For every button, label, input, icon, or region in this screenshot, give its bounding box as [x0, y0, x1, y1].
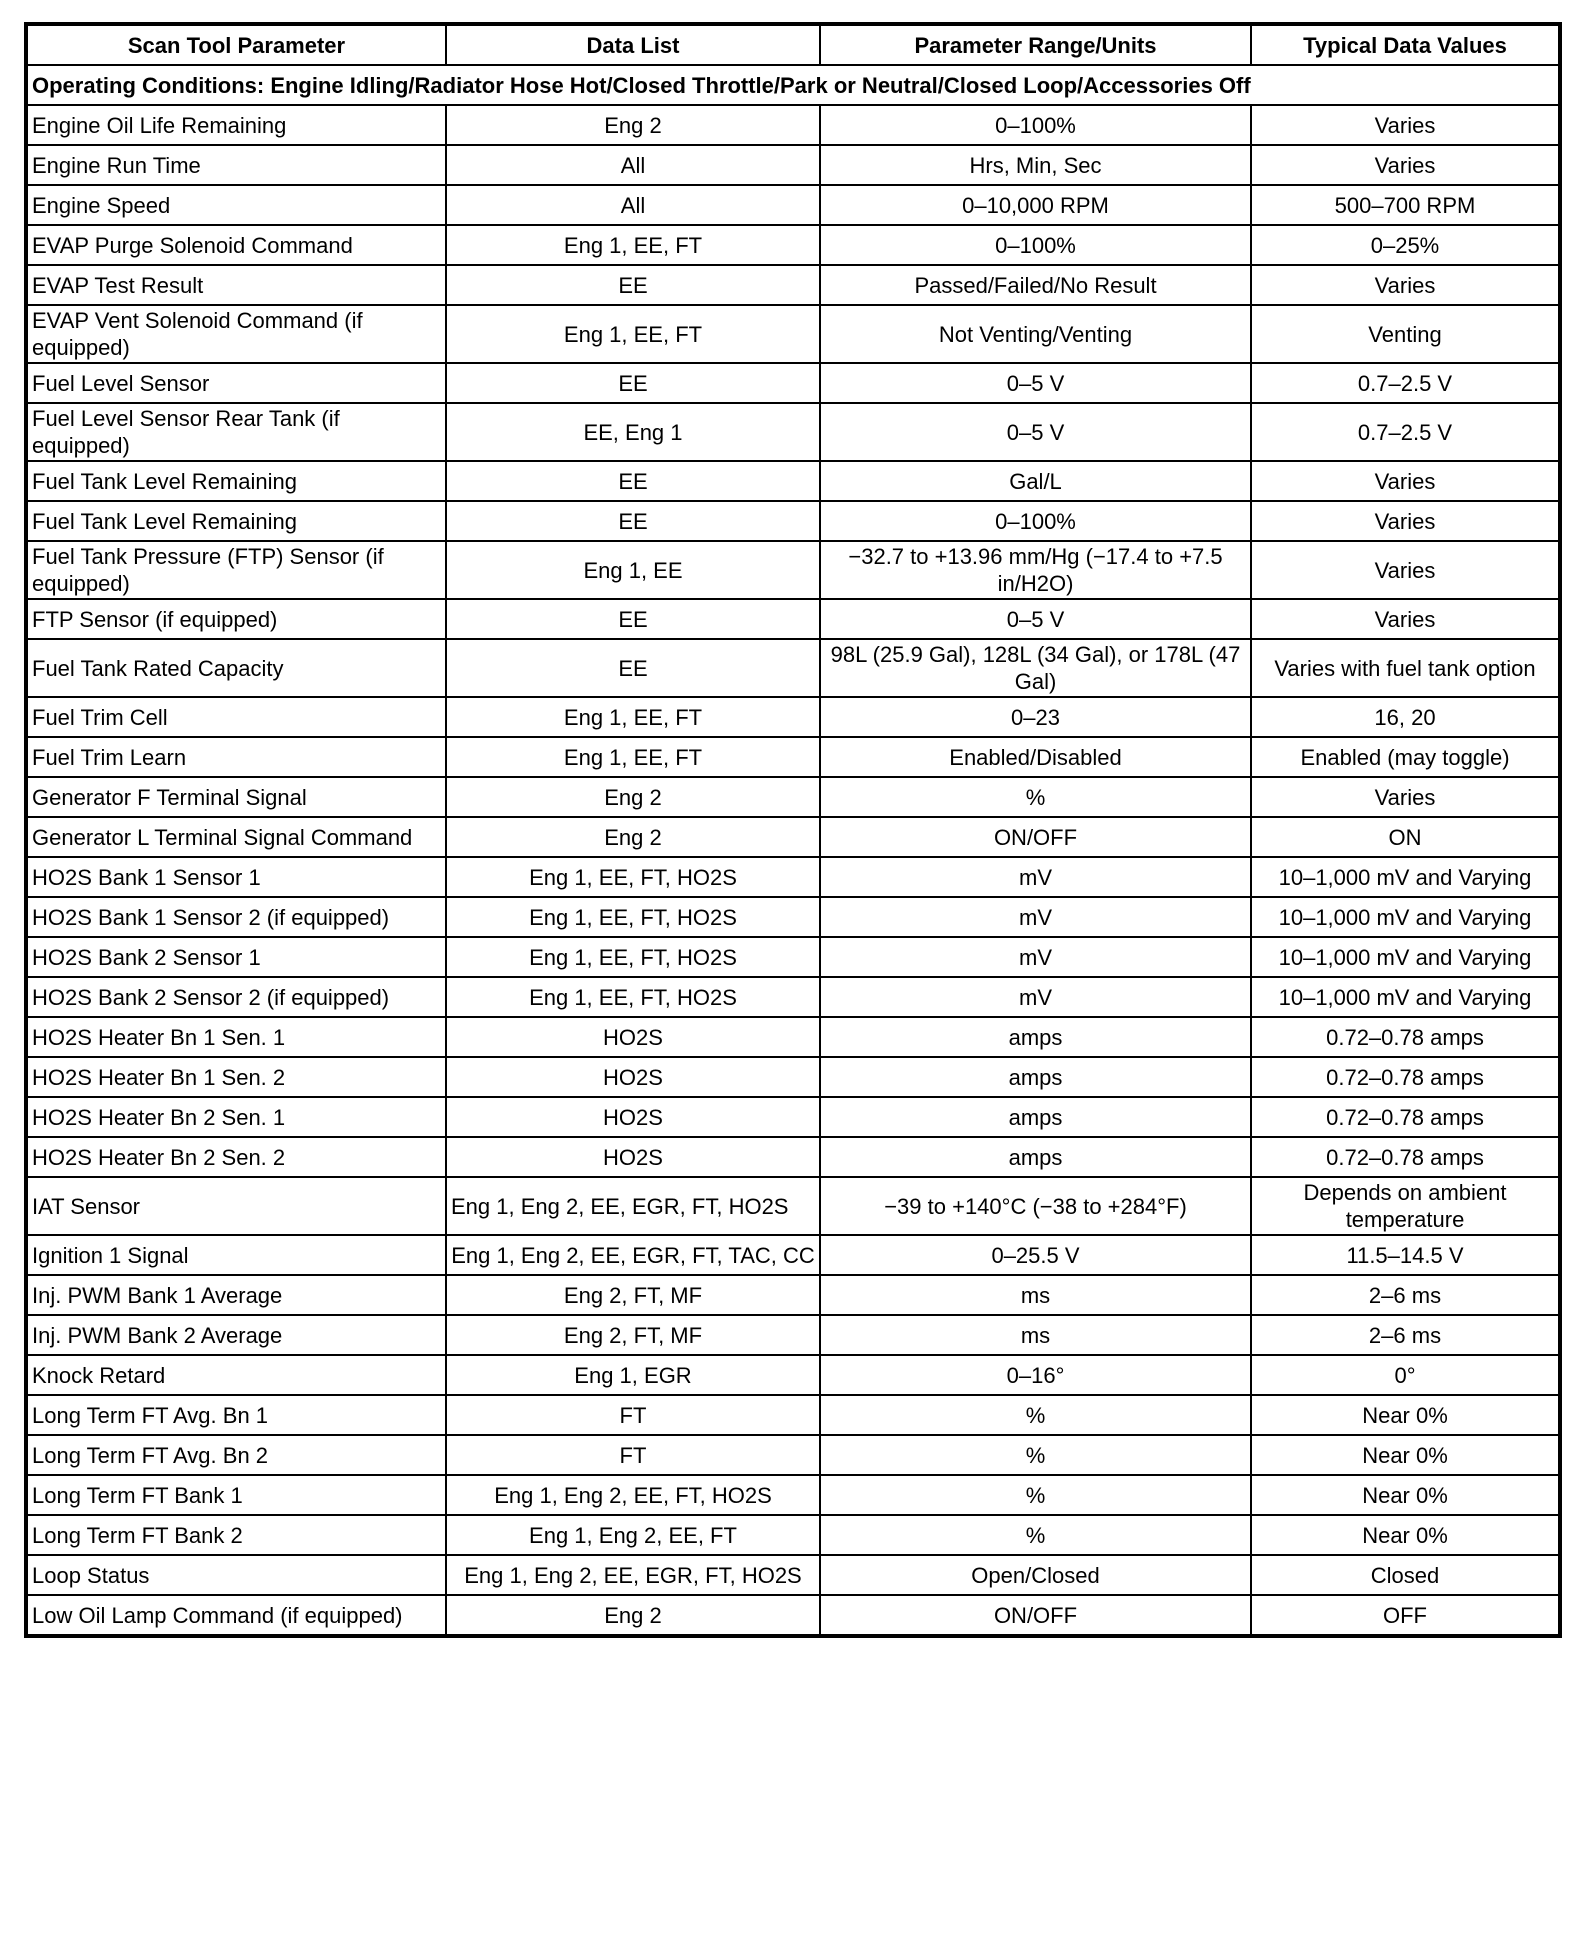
cell-parameter-range-units: mV: [820, 937, 1251, 977]
table-row: [26, 1097, 1560, 1137]
cell-scan-tool-parameter: Loop Status: [26, 1555, 446, 1595]
cell-data-list: All: [446, 185, 820, 225]
cell-data-list: EE, Eng 1: [446, 403, 820, 461]
header-parameter-range-units: Parameter Range/Units: [820, 24, 1251, 65]
cell-scan-tool-parameter: Engine Run Time: [26, 145, 446, 185]
cell-typical-data-values: 10–1,000 mV and Varying: [1251, 897, 1560, 937]
table-row: [26, 501, 1560, 541]
cell-scan-tool-parameter: IAT Sensor: [26, 1177, 446, 1235]
cell-scan-tool-parameter: EVAP Purge Solenoid Command: [26, 225, 446, 265]
cell-data-list: FT: [446, 1435, 820, 1475]
cell-scan-tool-parameter: EVAP Test Result: [26, 265, 446, 305]
cell-parameter-range-units: 98L (25.9 Gal), 128L (34 Gal), or 178L (47 Gal): [820, 639, 1251, 697]
cell-parameter-range-units: 0–5 V: [820, 363, 1251, 403]
cell-typical-data-values: 10–1,000 mV and Varying: [1251, 857, 1560, 897]
cell-data-list: Eng 2: [446, 817, 820, 857]
cell-scan-tool-parameter: Engine Oil Life Remaining: [26, 105, 446, 145]
table-row: [26, 1137, 1560, 1177]
cell-typical-data-values: 0.7–2.5 V: [1251, 403, 1560, 461]
table-header-row: [26, 24, 1560, 65]
cell-data-list: Eng 1, Eng 2, EE, EGR, FT, TAC, CC: [446, 1235, 820, 1275]
cell-parameter-range-units: ms: [820, 1275, 1251, 1315]
cell-parameter-range-units: Passed/Failed/No Result: [820, 265, 1251, 305]
cell-parameter-range-units: 0–100%: [820, 225, 1251, 265]
cell-parameter-range-units: 0–10,000 RPM: [820, 185, 1251, 225]
cell-typical-data-values: 0–25%: [1251, 225, 1560, 265]
cell-data-list: Eng 2: [446, 1595, 820, 1636]
cell-data-list: Eng 1, EE: [446, 541, 820, 599]
cell-scan-tool-parameter: Generator F Terminal Signal: [26, 777, 446, 817]
table-row: [26, 1177, 1560, 1235]
cell-data-list: Eng 1, Eng 2, EE, EGR, FT, HO2S: [446, 1177, 820, 1235]
table-row: [26, 1017, 1560, 1057]
header-typical-data-values: Typical Data Values: [1251, 24, 1560, 65]
cell-parameter-range-units: Enabled/Disabled: [820, 737, 1251, 777]
cell-data-list: HO2S: [446, 1137, 820, 1177]
cell-typical-data-values: Depends on ambient temperature: [1251, 1177, 1560, 1235]
cell-data-list: Eng 2, FT, MF: [446, 1275, 820, 1315]
cell-parameter-range-units: amps: [820, 1017, 1251, 1057]
cell-data-list: HO2S: [446, 1057, 820, 1097]
cell-data-list: Eng 1, EE, FT, HO2S: [446, 977, 820, 1017]
cell-scan-tool-parameter: Engine Speed: [26, 185, 446, 225]
table-row: [26, 857, 1560, 897]
cell-typical-data-values: 16, 20: [1251, 697, 1560, 737]
cell-typical-data-values: Varies with fuel tank option: [1251, 639, 1560, 697]
table-row: [26, 977, 1560, 1017]
cell-scan-tool-parameter: Generator L Terminal Signal Command: [26, 817, 446, 857]
cell-parameter-range-units: amps: [820, 1057, 1251, 1097]
operating-conditions-row: [26, 65, 1560, 105]
cell-parameter-range-units: %: [820, 1475, 1251, 1515]
cell-scan-tool-parameter: Fuel Level Sensor: [26, 363, 446, 403]
cell-typical-data-values: 0.72–0.78 amps: [1251, 1137, 1560, 1177]
cell-scan-tool-parameter: Knock Retard: [26, 1355, 446, 1395]
cell-scan-tool-parameter: Long Term FT Avg. Bn 2: [26, 1435, 446, 1475]
table-row: [26, 225, 1560, 265]
cell-scan-tool-parameter: Fuel Level Sensor Rear Tank (if equipped): [26, 403, 446, 461]
table-row: [26, 697, 1560, 737]
cell-data-list: EE: [446, 599, 820, 639]
cell-parameter-range-units: mV: [820, 977, 1251, 1017]
cell-parameter-range-units: amps: [820, 1097, 1251, 1137]
cell-parameter-range-units: Not Venting/Venting: [820, 305, 1251, 363]
cell-scan-tool-parameter: Fuel Tank Level Remaining: [26, 461, 446, 501]
cell-scan-tool-parameter: HO2S Heater Bn 2 Sen. 2: [26, 1137, 446, 1177]
table-row: [26, 185, 1560, 225]
cell-scan-tool-parameter: HO2S Heater Bn 2 Sen. 1: [26, 1097, 446, 1137]
table-row: [26, 639, 1560, 697]
cell-scan-tool-parameter: Fuel Tank Rated Capacity: [26, 639, 446, 697]
cell-scan-tool-parameter: HO2S Bank 1 Sensor 2 (if equipped): [26, 897, 446, 937]
cell-data-list: Eng 2: [446, 105, 820, 145]
table-body: [26, 65, 1560, 1636]
cell-data-list: FT: [446, 1395, 820, 1435]
cell-parameter-range-units: −32.7 to +13.96 mm/Hg (−17.4 to +7.5 in/H2O): [820, 541, 1251, 599]
cell-scan-tool-parameter: Fuel Tank Level Remaining: [26, 501, 446, 541]
operating-conditions-cell: Operating Conditions: Engine Idling/Radiator Hose Hot/Closed Throttle/Park or Neutral/Closed Loop/Accessories Off: [26, 65, 1560, 105]
cell-typical-data-values: Varies: [1251, 541, 1560, 599]
table-row: [26, 1555, 1560, 1595]
table-row: [26, 777, 1560, 817]
cell-scan-tool-parameter: HO2S Bank 2 Sensor 1: [26, 937, 446, 977]
cell-parameter-range-units: ON/OFF: [820, 817, 1251, 857]
scan-tool-data-table: [24, 22, 1562, 1638]
cell-data-list: Eng 1, Eng 2, EE, EGR, FT, HO2S: [446, 1555, 820, 1595]
cell-scan-tool-parameter: Fuel Trim Learn: [26, 737, 446, 777]
cell-data-list: EE: [446, 501, 820, 541]
cell-parameter-range-units: 0–100%: [820, 501, 1251, 541]
cell-parameter-range-units: 0–100%: [820, 105, 1251, 145]
cell-parameter-range-units: 0–25.5 V: [820, 1235, 1251, 1275]
cell-parameter-range-units: Open/Closed: [820, 1555, 1251, 1595]
cell-scan-tool-parameter: Long Term FT Bank 1: [26, 1475, 446, 1515]
table-row: [26, 1315, 1560, 1355]
cell-parameter-range-units: 0–23: [820, 697, 1251, 737]
cell-data-list: EE: [446, 265, 820, 305]
table-row: [26, 1057, 1560, 1097]
cell-typical-data-values: Enabled (may toggle): [1251, 737, 1560, 777]
cell-data-list: Eng 2: [446, 777, 820, 817]
table-row: [26, 1435, 1560, 1475]
table-row: [26, 403, 1560, 461]
cell-typical-data-values: 2–6 ms: [1251, 1315, 1560, 1355]
cell-parameter-range-units: 0–16°: [820, 1355, 1251, 1395]
cell-scan-tool-parameter: HO2S Bank 2 Sensor 2 (if equipped): [26, 977, 446, 1017]
cell-scan-tool-parameter: HO2S Bank 1 Sensor 1: [26, 857, 446, 897]
cell-parameter-range-units: %: [820, 1395, 1251, 1435]
cell-typical-data-values: Varies: [1251, 265, 1560, 305]
cell-data-list: Eng 1, Eng 2, EE, FT: [446, 1515, 820, 1555]
cell-scan-tool-parameter: FTP Sensor (if equipped): [26, 599, 446, 639]
table-row: [26, 305, 1560, 363]
cell-typical-data-values: Venting: [1251, 305, 1560, 363]
cell-scan-tool-parameter: Ignition 1 Signal: [26, 1235, 446, 1275]
cell-parameter-range-units: Hrs, Min, Sec: [820, 145, 1251, 185]
cell-scan-tool-parameter: Fuel Tank Pressure (FTP) Sensor (if equipped): [26, 541, 446, 599]
cell-typical-data-values: Varies: [1251, 105, 1560, 145]
cell-data-list: All: [446, 145, 820, 185]
cell-parameter-range-units: %: [820, 1515, 1251, 1555]
table-row: [26, 145, 1560, 185]
cell-typical-data-values: Varies: [1251, 461, 1560, 501]
table-row: [26, 1515, 1560, 1555]
cell-parameter-range-units: 0–5 V: [820, 599, 1251, 639]
cell-data-list: Eng 1, EE, FT, HO2S: [446, 897, 820, 937]
table-row: [26, 937, 1560, 977]
table-row: [26, 1275, 1560, 1315]
cell-parameter-range-units: Gal/L: [820, 461, 1251, 501]
cell-scan-tool-parameter: Low Oil Lamp Command (if equipped): [26, 1595, 446, 1636]
cell-typical-data-values: 0°: [1251, 1355, 1560, 1395]
cell-parameter-range-units: %: [820, 1435, 1251, 1475]
cell-typical-data-values: Near 0%: [1251, 1435, 1560, 1475]
cell-typical-data-values: Near 0%: [1251, 1475, 1560, 1515]
cell-typical-data-values: Near 0%: [1251, 1395, 1560, 1435]
cell-data-list: HO2S: [446, 1017, 820, 1057]
table-row: [26, 1475, 1560, 1515]
cell-data-list: Eng 2, FT, MF: [446, 1315, 820, 1355]
cell-data-list: HO2S: [446, 1097, 820, 1137]
cell-parameter-range-units: amps: [820, 1137, 1251, 1177]
table-row: [26, 1355, 1560, 1395]
cell-data-list: Eng 1, EE, FT: [446, 225, 820, 265]
table-row: [26, 265, 1560, 305]
cell-typical-data-values: 0.7–2.5 V: [1251, 363, 1560, 403]
cell-data-list: Eng 1, EE, FT: [446, 697, 820, 737]
table-row: [26, 1595, 1560, 1636]
table-row: [26, 737, 1560, 777]
cell-scan-tool-parameter: EVAP Vent Solenoid Command (if equipped): [26, 305, 446, 363]
cell-typical-data-values: 0.72–0.78 amps: [1251, 1057, 1560, 1097]
scan-tool-data-table-container: [24, 22, 1558, 1638]
cell-typical-data-values: 2–6 ms: [1251, 1275, 1560, 1315]
cell-parameter-range-units: ms: [820, 1315, 1251, 1355]
cell-typical-data-values: Near 0%: [1251, 1515, 1560, 1555]
cell-parameter-range-units: mV: [820, 897, 1251, 937]
cell-parameter-range-units: %: [820, 777, 1251, 817]
cell-typical-data-values: 0.72–0.78 amps: [1251, 1097, 1560, 1137]
table-row: [26, 1395, 1560, 1435]
cell-data-list: Eng 1, EGR: [446, 1355, 820, 1395]
cell-typical-data-values: Closed: [1251, 1555, 1560, 1595]
cell-scan-tool-parameter: Long Term FT Avg. Bn 1: [26, 1395, 446, 1435]
cell-parameter-range-units: 0–5 V: [820, 403, 1251, 461]
cell-typical-data-values: Varies: [1251, 777, 1560, 817]
cell-data-list: EE: [446, 461, 820, 501]
cell-parameter-range-units: mV: [820, 857, 1251, 897]
cell-scan-tool-parameter: HO2S Heater Bn 1 Sen. 1: [26, 1017, 446, 1057]
cell-data-list: EE: [446, 639, 820, 697]
cell-typical-data-values: ON: [1251, 817, 1560, 857]
cell-typical-data-values: OFF: [1251, 1595, 1560, 1636]
cell-typical-data-values: 0.72–0.78 amps: [1251, 1017, 1560, 1057]
cell-typical-data-values: 10–1,000 mV and Varying: [1251, 977, 1560, 1017]
table-row: [26, 897, 1560, 937]
cell-parameter-range-units: ON/OFF: [820, 1595, 1251, 1636]
cell-data-list: Eng 1, EE, FT: [446, 737, 820, 777]
cell-typical-data-values: 500–700 RPM: [1251, 185, 1560, 225]
cell-data-list: Eng 1, EE, FT, HO2S: [446, 857, 820, 897]
table-row: [26, 363, 1560, 403]
header-scan-tool-parameter: Scan Tool Parameter: [26, 24, 446, 65]
cell-typical-data-values: Varies: [1251, 599, 1560, 639]
cell-typical-data-values: 10–1,000 mV and Varying: [1251, 937, 1560, 977]
cell-data-list: Eng 1, EE, FT: [446, 305, 820, 363]
cell-parameter-range-units: −39 to +140°C (−38 to +284°F): [820, 1177, 1251, 1235]
cell-scan-tool-parameter: Inj. PWM Bank 2 Average: [26, 1315, 446, 1355]
table-row: [26, 599, 1560, 639]
cell-typical-data-values: Varies: [1251, 501, 1560, 541]
table-row: [26, 541, 1560, 599]
table-row: [26, 817, 1560, 857]
cell-data-list: Eng 1, Eng 2, EE, FT, HO2S: [446, 1475, 820, 1515]
header-data-list: Data List: [446, 24, 820, 65]
cell-scan-tool-parameter: Fuel Trim Cell: [26, 697, 446, 737]
table-row: [26, 461, 1560, 501]
cell-scan-tool-parameter: HO2S Heater Bn 1 Sen. 2: [26, 1057, 446, 1097]
cell-typical-data-values: Varies: [1251, 145, 1560, 185]
table-row: [26, 1235, 1560, 1275]
cell-data-list: EE: [446, 363, 820, 403]
cell-typical-data-values: 11.5–14.5 V: [1251, 1235, 1560, 1275]
cell-scan-tool-parameter: Long Term FT Bank 2: [26, 1515, 446, 1555]
cell-scan-tool-parameter: Inj. PWM Bank 1 Average: [26, 1275, 446, 1315]
table-row: [26, 105, 1560, 145]
cell-data-list: Eng 1, EE, FT, HO2S: [446, 937, 820, 977]
